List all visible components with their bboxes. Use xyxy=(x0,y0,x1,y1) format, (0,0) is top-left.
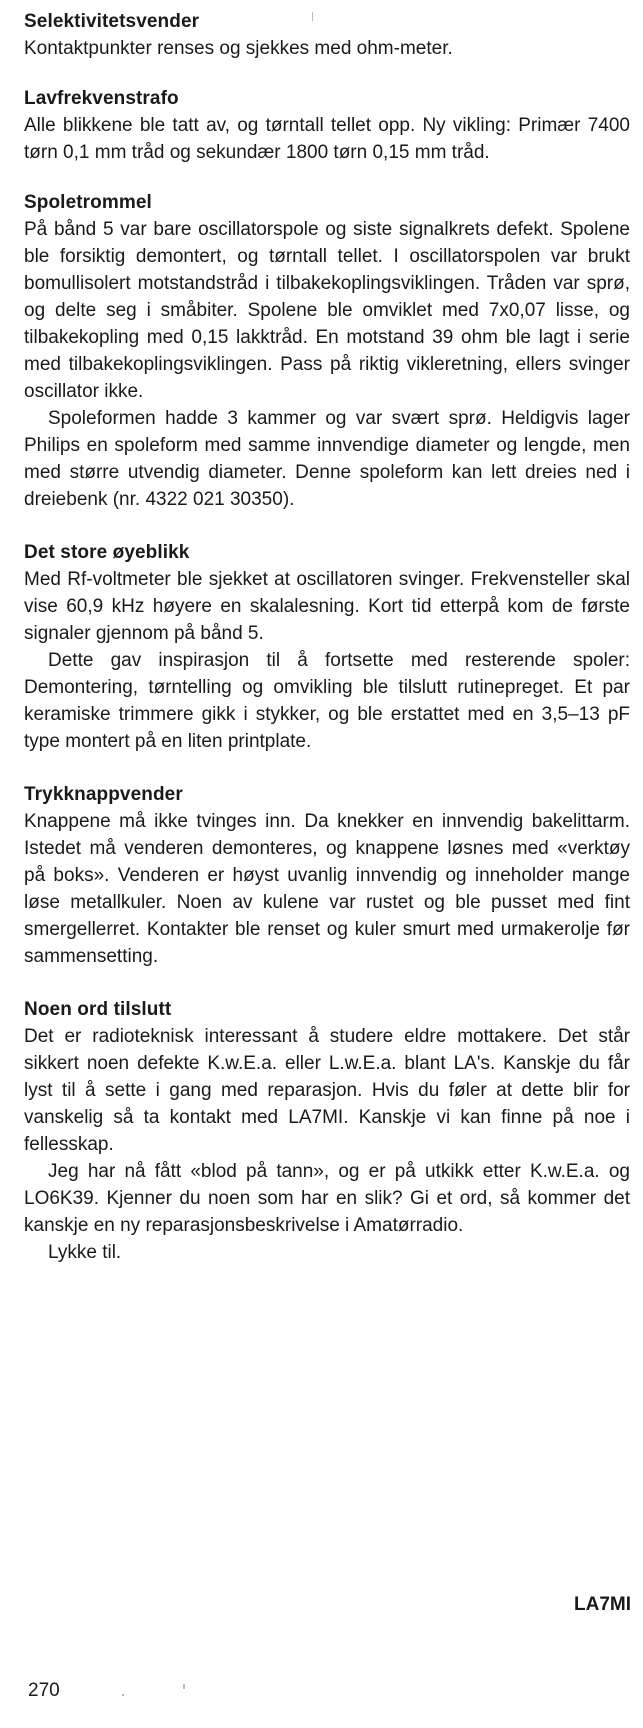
closing-line: Lykke til. xyxy=(48,1242,122,1263)
section-trykknappvender xyxy=(24,781,630,970)
paragraph: På bånd 5 var bare oscillatorspole og siste signalkrets defekt. Spolene ble forsiktig demontert, og tørntall tellet. I oscillatorspolen var brukt bomullisolert motstandstråd i tilbakekoplingsviklingen. Tråden var sprø, og delte seg i småbiter. Spolene ble omviklet med 7x0,07 lisse, og tilbakekopling med 0,15 lakktråd. En motstand 39 ohm ble lagt i serie med tilbakekoplingsviklingen. Pass på riktig vikleretning, ellers svinger oscillator ikke. xyxy=(24,219,630,402)
paragraph: Dette gav inspirasjon til å fortsette med resterende spoler: Demontering, tørntelling og omvikling ble tilslutt rutinepreget. Et par keramiske trimmere gikk i stykker, og ble erstattet med en 3,5–13 pF type montert på en liten printplate. xyxy=(24,650,630,752)
paragraph: Jeg har nå fått «blod på tann», og er på utkikk etter K.w.E.a. og LO6K39. Kjenner du noen som har en slik? Gi et ord, så kommer det kanskje en ny reparasjonsbeskrivelse i Amatørradio. xyxy=(24,1161,630,1236)
section-lavfrekvenstrafo xyxy=(24,85,630,166)
section-noen-ord-tilslutt xyxy=(24,996,630,1266)
author-signature: LA7MI xyxy=(574,1594,631,1615)
paragraph: Spoleformen hadde 3 kammer og var svært sprø. Heldigvis lager Philips en spoleform med samme innvendige diameter og lengde, men med større utvendig diameter. Denne spoleform kan lett dreies ned i dreiebenk (nr. 4322 021 30350). xyxy=(24,408,630,510)
paragraph: Kontaktpunkter renses og sjekkes med ohm-meter. xyxy=(24,38,453,59)
paragraph: Det er radioteknisk interessant å studere eldre mottakere. Det står sikkert noen defekte K.w.E.a. eller L.w.E.a. blant LA's. Kanskje du får lyst til å sette i gang med reparasjon. Hvis du føler at dette blir for vanskelig så ta kontakt med LA7MI. Kanskje vi kan finne på noe i fellesskap. xyxy=(24,1026,630,1155)
section-det-store-oyeblikk xyxy=(24,539,630,755)
print-speck xyxy=(312,12,313,21)
article-body xyxy=(24,8,630,1266)
print-speck xyxy=(183,1684,185,1689)
section-selektivitetsvender xyxy=(24,8,630,62)
print-speck xyxy=(122,1694,124,1696)
section-heading: Selektivitetsvender xyxy=(24,11,200,32)
paragraph: Knappene må ikke tvinges inn. Da knekker en innvendig bakelittarm. Istedet må venderen demonteres, og knappene løsnes med «verktøy på boks». Venderen er høyst uvanlig innvendig og inneholder mange løse metallkuler. Noen av kulene var rustet og ble pusset med fint smergellerret. Kontakter ble renset og kuler smurt med urmakerolje før sammensetting. xyxy=(24,811,630,967)
section-spoletrommel xyxy=(24,189,630,513)
section-heading: Spoletrommel xyxy=(24,192,152,213)
paragraph: Alle blikkene ble tatt av, og tørntall tellet opp. Ny vikling: Primær 7400 tørn 0,1 mm tråd og sekundær 1800 tørn 0,15 mm tråd. xyxy=(24,115,630,163)
paragraph: Med Rf-voltmeter ble sjekket at oscillatoren svinger. Frekvensteller skal vise 60,9 kHz høyere en skalalesning. Kort tid etterpå kom de første signaler gjennom på bånd 5. xyxy=(24,569,630,644)
section-heading: Lavfrekvenstrafo xyxy=(24,88,179,109)
section-heading: Trykknappvender xyxy=(24,784,183,805)
section-heading: Det store øyeblikk xyxy=(24,542,190,563)
page-number: 270 xyxy=(28,1680,60,1701)
section-heading: Noen ord tilslutt xyxy=(24,999,172,1020)
